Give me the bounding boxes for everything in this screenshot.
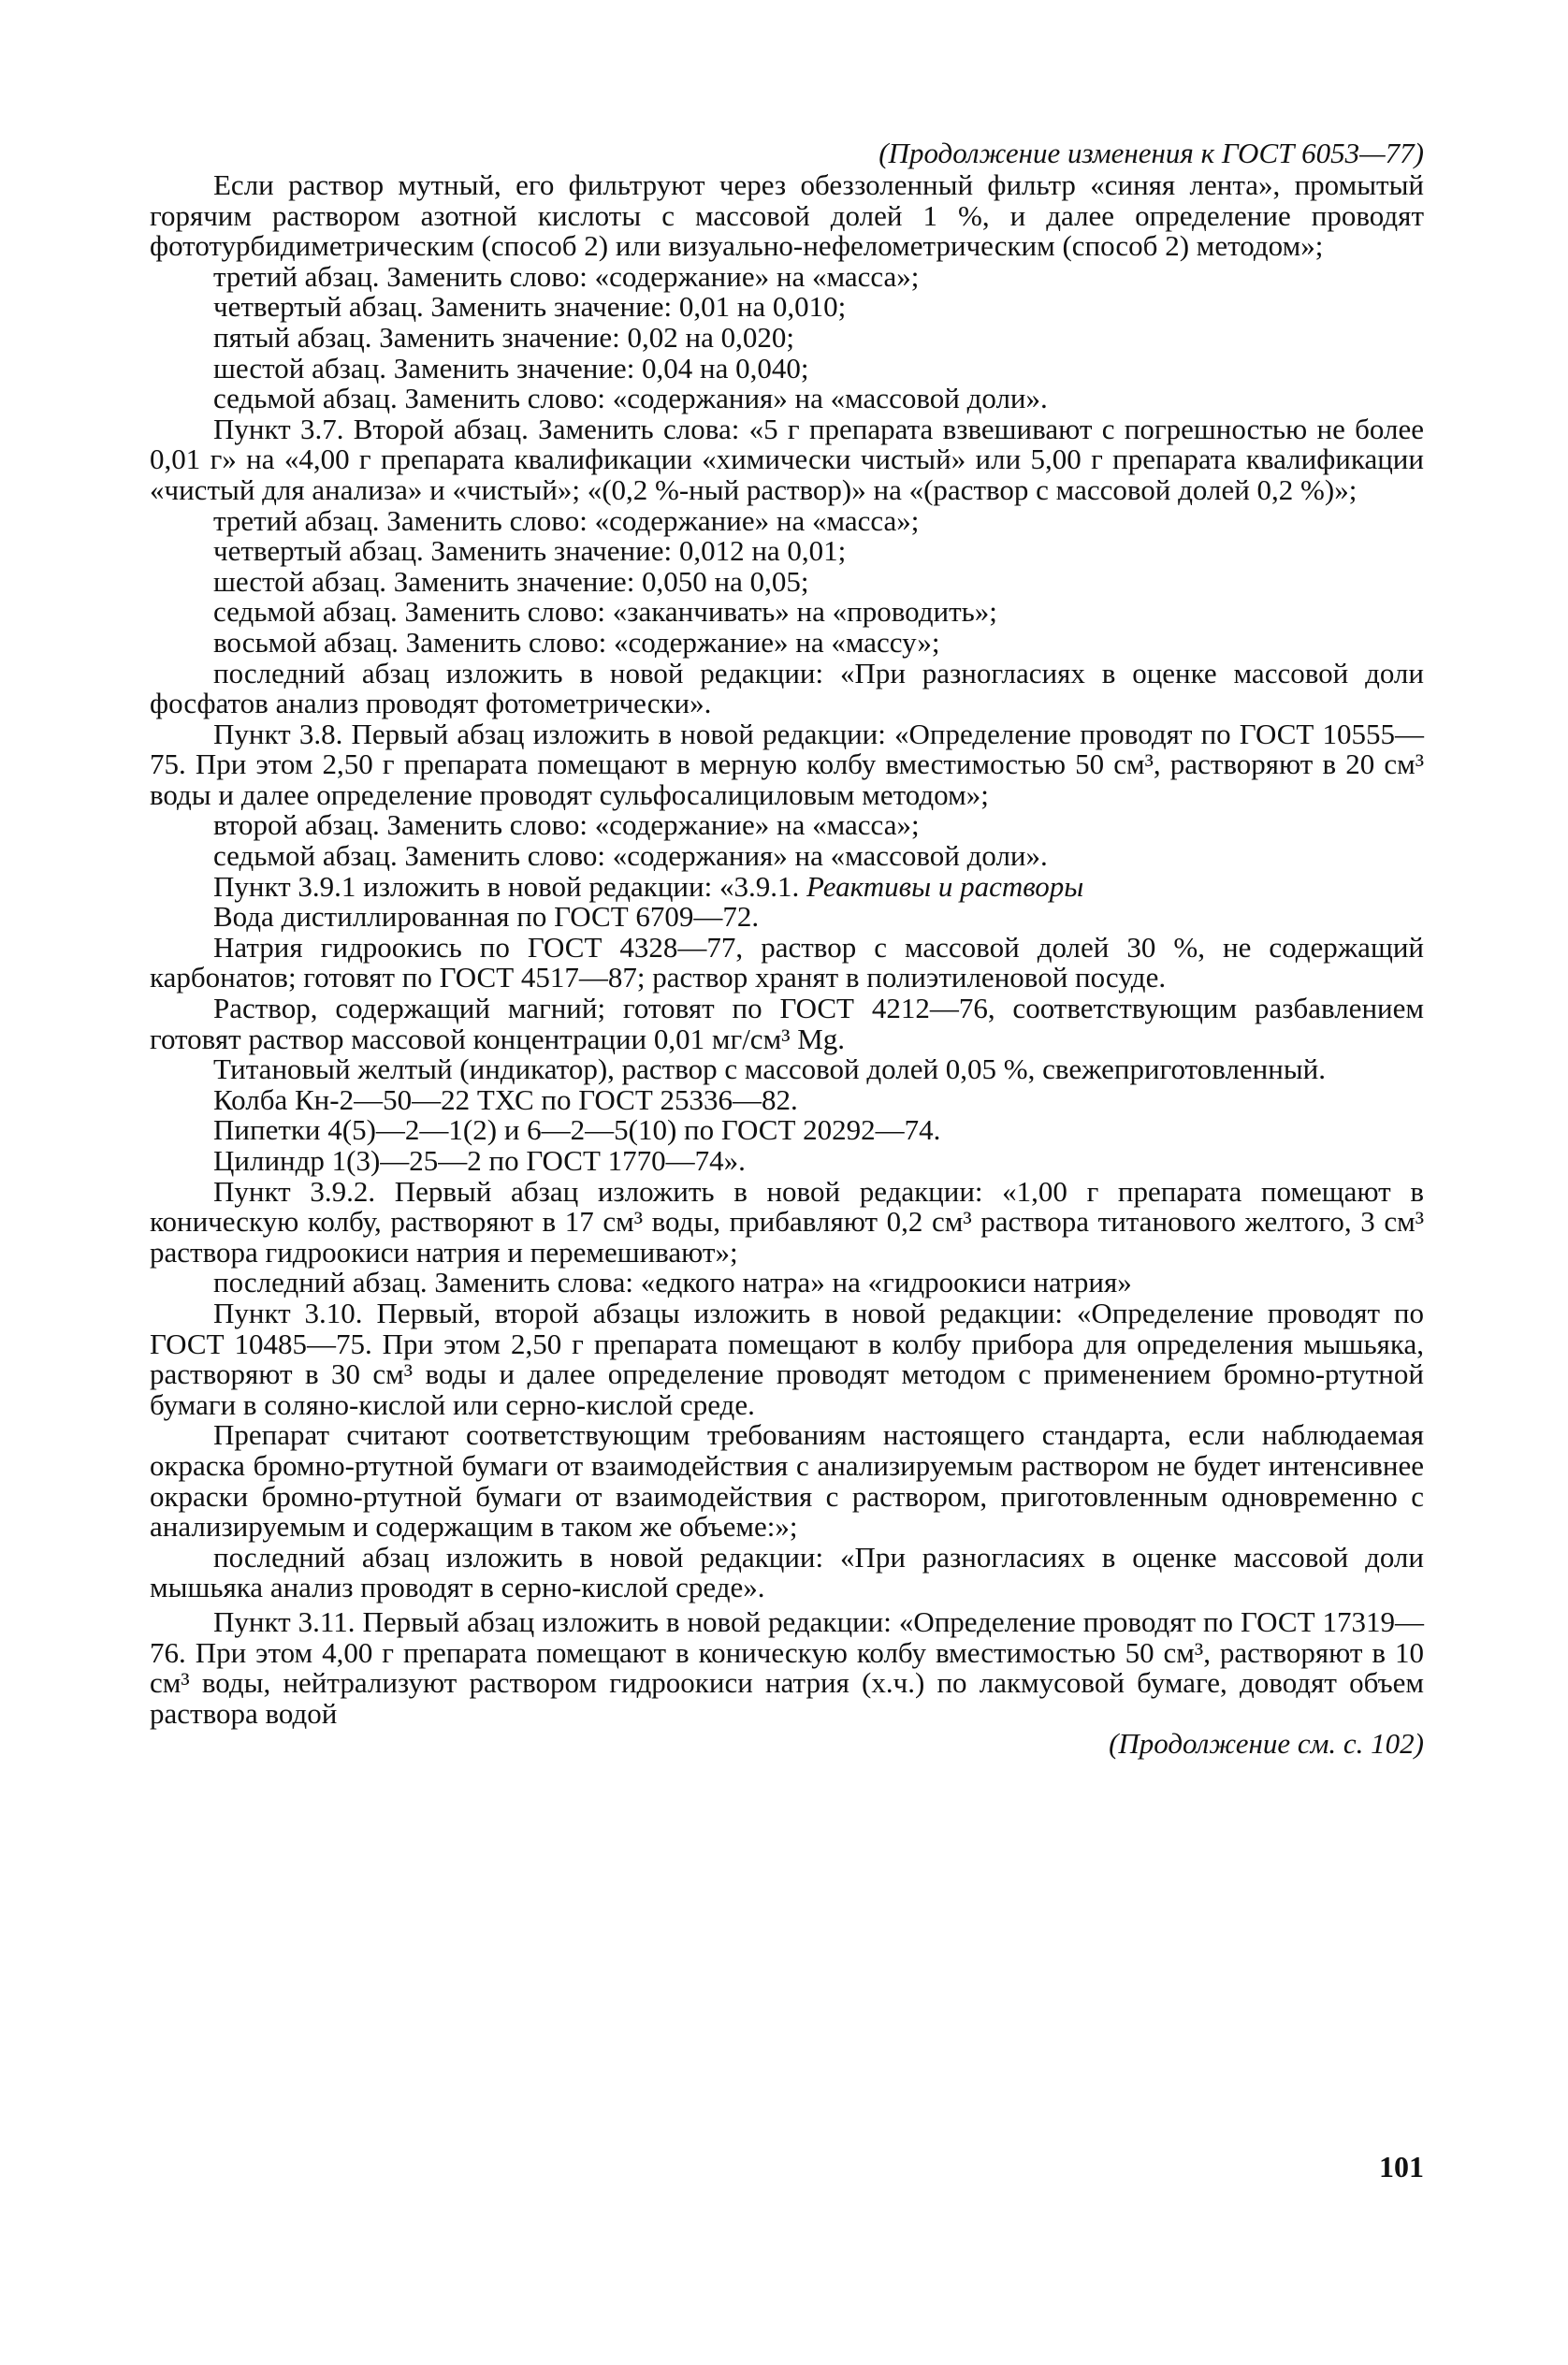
paragraph: четвертый абзац. Заменить значение: 0,012 на 0,01; [213, 534, 847, 568]
paragraph: Пункт 3.9.2. Первый абзац изложить в новой редакции: «1,00 г препарата помещают в коническую колбу, растворяют в 17 см³ воды, прибавляют 0,2 см³ раствора титанового желтого, 3 см³ раствора гидроокиси натрия и перемешивают»; [150, 1174, 1424, 1269]
paragraph: Пункт 3.10. Первый, второй абзацы изложить в новой редакции: «Определение проводят по ГОСТ 10485—75. При этом 2,50 г препарата помещают в колбу прибора для определения мышьяка, растворяют в 30 см³ воды и далее определение проводят методом с применением бромно-ртутной бумаги в соляно-кислой или серно-кислой среде. [150, 1296, 1424, 1421]
paragraph: Колба Кн-2—50—22 ТХС по ГОСТ 25336—82. [213, 1082, 798, 1116]
paragraph: третий абзац. Заменить слово: «содержание» на «масса»; [213, 503, 920, 537]
paragraph: седьмой абзац. Заменить слово: «заканчивать» на «проводить»; [213, 595, 997, 629]
paragraph: Пункт 3.7. Второй абзац. Заменить слова: «5 г препарата взвешивают с погрешностью не более 0,01 г» на «4,00 г препарата квалификации «химически чистый» или 5,00 г препарата квалификации «чистый для анализа» и «чистый»; «(0,2 %-ный раствор)» на «(раствор с массовой долей 0,2 %)»; [150, 412, 1424, 506]
paragraph: Если раствор мутный, его фильтруют через обеззоленный фильтр «синяя лента», промытый горячим раствором азотной кислоты с массовой долей 1 %, и далее определение проводят фототурбидиметрическим (способ 2) или визуально-нефелометрическим (способ 2) методом»; [150, 168, 1424, 263]
paragraph-3-9-1 [150, 869, 1424, 903]
paragraph: седьмой абзац. Заменить слово: «содержания» на «массовой доли». [213, 839, 1048, 873]
paragraph: седьмой абзац. Заменить слово: «содержания» на «массовой доли». [213, 382, 1048, 415]
paragraph: Натрия гидроокись по ГОСТ 4328—77, раствор с массовой долей 30 %, не содержащий карбонатов; готовят по ГОСТ 4517—87; раствор хранят в полиэтиленовой посуде. [150, 930, 1424, 994]
paragraph: третий абзац. Заменить слово: «содержание» на «масса»; [213, 259, 920, 293]
paragraph: пятый абзац. Заменить значение: 0,02 на 0,020; [213, 320, 794, 354]
page-body [150, 138, 1424, 1759]
paragraph: второй абзац. Заменить слово: «содержание» на «масса»; [213, 808, 920, 842]
paragraph: Вода дистиллированная по ГОСТ 6709—72. [213, 900, 760, 934]
paragraph: Пункт 3.11. Первый абзац изложить в новой редакции: «Определение проводят по ГОСТ 17319—76. При этом 4,00 г препарата помещают в коническую колбу вместимостью 50 см³, растворяют в 10 см³ воды, нейтрализуют раствором гидроокиси натрия (х.ч.) по лакмусовой бумаге, доводят объем раствора водой [150, 1604, 1424, 1730]
paragraph: Пункт 3.8. Первый абзац изложить в новой редакции: «Определение проводят по ГОСТ 10555—75. При этом 2,50 г препарата помещают в мерную колбу вместимостью 50 см³, растворяют в 20 см³ воды и далее определение проводят сульфосалициловым методом»; [150, 717, 1424, 811]
page-number: 101 [1379, 2150, 1424, 2184]
paragraph: шестой абзац. Заменить значение: 0,050 на 0,05; [213, 564, 809, 598]
paragraph: восьмой абзац. Заменить слово: «содержание» на «массу»; [213, 625, 940, 659]
running-header: (Продолжение изменения к ГОСТ 6053—77) [878, 137, 1424, 169]
paragraph: последний абзац изложить в новой редакции: «При разногласиях в оценке массовой доли мышьяка анализ проводят в серно-кислой среде». [150, 1540, 1424, 1604]
paragraph: четвертый абзац. Заменить значение: 0,01 на 0,010; [213, 290, 847, 324]
paragraph: Титановый желтый (индикатор), раствор с массовой долей 0,05 %, свежеприготовленный. [213, 1052, 1327, 1086]
paragraph: последний абзац изложить в новой редакции: «При разногласиях в оценке массовой доли фосфатов анализ проводят фотометрически». [150, 656, 1424, 720]
paragraph: Пипетки 4(5)—2—1(2) и 6—2—5(10) по ГОСТ 20292—74. [213, 1113, 941, 1147]
paragraph-prefix: Пункт 3.9.1 изложить в новой редакции: «3.9.1. [213, 869, 806, 903]
paragraph: шестой абзац. Заменить значение: 0,04 на 0,040; [213, 351, 809, 384]
continuation-note: (Продолжение см. с. 102) [1109, 1727, 1424, 1761]
paragraph: Препарат считают соответствующим требованиям настоящего стандарта, если наблюдаемая окраска бромно-ртутной бумаги от взаимодействия с анализируемым раствором не будет интенсивнее окраски бромно-ртутной бумаги от взаимодействия с раствором, приготовленным одновременно с анализируемым и содержащим в таком же объеме:»; [150, 1418, 1424, 1544]
italic-section-title: Реактивы и растворы [806, 869, 1084, 903]
paragraph: Цилиндр 1(3)—25—2 по ГОСТ 1770—74». [213, 1144, 746, 1177]
paragraph: последний абзац. Заменить слова: «едкого натра» на «гидроокиси натрия» [213, 1266, 1132, 1299]
paragraph: Раствор, содержащий магний; готовят по ГОСТ 4212—76, соответствующим разбавлением готовят раствор массовой концентрации 0,01 мг/см³ Mg. [150, 992, 1424, 1055]
